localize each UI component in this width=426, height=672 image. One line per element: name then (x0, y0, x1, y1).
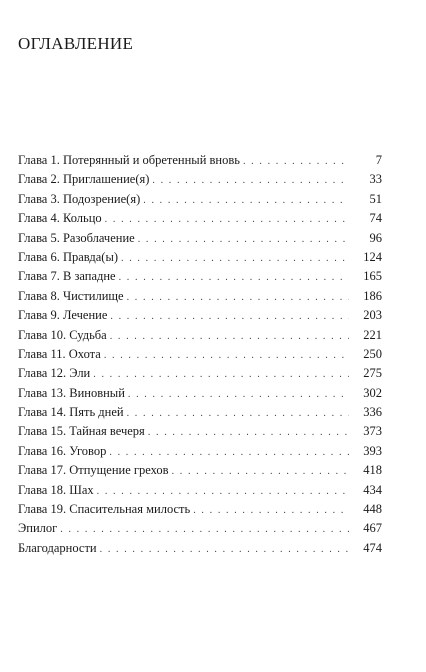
dot-leader (128, 385, 349, 404)
toc-entry-page: 221 (363, 327, 382, 342)
toc-entry (18, 500, 382, 519)
toc-entry-page: 96 (369, 230, 382, 245)
dot-leader (138, 230, 349, 249)
toc-entry-title: Глава 18. Шах (18, 482, 94, 497)
toc-entry (18, 539, 382, 558)
toc-entry (18, 190, 382, 209)
toc-entry-page: 203 (363, 308, 382, 323)
toc-entry (18, 519, 382, 538)
dot-leader (127, 404, 349, 423)
toc-entry-title: Глава 15. Тайная вечеря (18, 424, 145, 439)
dot-leader (119, 268, 349, 287)
toc-entry-title: Глава 8. Чистилище (18, 288, 124, 303)
dot-leader (152, 171, 349, 190)
toc-entry-page: 74 (369, 211, 382, 226)
toc-entry (18, 267, 382, 286)
toc-entry (18, 151, 382, 170)
toc-entry-page: 124 (363, 249, 382, 264)
toc-entry-title: Глава 3. Подозрение(я) (18, 191, 141, 206)
toc-entry-page: 165 (363, 269, 382, 284)
dot-leader (193, 501, 349, 520)
toc-entry-title: Глава 16. Уговор (18, 443, 107, 458)
toc-entry-title: Глава 19. Спасительная милость (18, 502, 191, 517)
dot-leader (105, 210, 349, 229)
page-title: ОГЛАВЛЕНИЕ (18, 34, 134, 53)
dot-leader (97, 482, 349, 501)
toc-entry-page: 7 (375, 153, 382, 167)
toc-entry (18, 403, 382, 422)
toc-entry-page: 373 (363, 424, 382, 439)
dot-leader (109, 443, 349, 462)
toc-entry (18, 326, 382, 345)
toc-entry (18, 229, 382, 248)
toc-entry (18, 384, 382, 403)
dot-leader (60, 520, 349, 539)
toc-entry-title: Глава 1. Потерянный и обретенный вновь (18, 153, 240, 167)
toc-entry-page: 250 (363, 346, 382, 361)
toc-entry (18, 345, 382, 364)
table-of-contents (18, 151, 382, 558)
dot-leader (110, 307, 349, 326)
toc-entry (18, 248, 382, 267)
toc-entry-page: 302 (363, 385, 382, 400)
toc-entry-title: Глава 12. Эли (18, 366, 91, 381)
toc-entry-page: 448 (363, 502, 382, 517)
dot-leader (104, 346, 349, 365)
dot-leader (121, 249, 349, 268)
toc-entry-title: Благодарности (18, 540, 97, 555)
toc-entry (18, 442, 382, 461)
toc-entry (18, 170, 382, 189)
toc-entry-title: Эпилог (18, 521, 58, 536)
dot-leader (148, 423, 349, 442)
toc-entry (18, 461, 382, 480)
dot-leader (143, 191, 349, 210)
dot-leader (243, 152, 349, 171)
toc-entry-page: 186 (363, 288, 382, 303)
dot-leader (100, 540, 349, 559)
toc-entry-page: 33 (369, 172, 382, 187)
toc-entry (18, 287, 382, 306)
toc-entry-title: Глава 9. Лечение (18, 308, 108, 323)
toc-entry-page: 434 (363, 482, 382, 497)
toc-entry-page: 418 (363, 463, 382, 478)
dot-leader (127, 288, 349, 307)
toc-entry (18, 422, 382, 441)
toc-entry (18, 364, 382, 383)
toc-entry-title: Глава 2. Приглашение(я) (18, 172, 150, 187)
toc-entry-title: Глава 11. Охота (18, 346, 101, 361)
toc-entry-page: 336 (363, 405, 382, 420)
toc-entry-title: Глава 17. Отпущение грехов (18, 463, 169, 478)
toc-entry-title: Глава 7. В западне (18, 269, 116, 284)
toc-entry (18, 306, 382, 325)
toc-entry-title: Глава 14. Пять дней (18, 405, 124, 420)
dot-leader (93, 365, 349, 384)
toc-entry-title: Глава 6. Правда(ы) (18, 249, 119, 264)
toc-entry (18, 481, 382, 500)
toc-entry-page: 275 (363, 366, 382, 381)
toc-entry-page: 51 (369, 191, 382, 206)
toc-entry-page: 474 (363, 540, 382, 555)
dot-leader (172, 462, 349, 481)
toc-entry-title: Глава 13. Виновный (18, 385, 125, 400)
toc-entry-page: 467 (363, 521, 382, 536)
toc-entry-title: Глава 4. Кольцо (18, 211, 102, 226)
dot-leader (110, 327, 349, 346)
toc-entry-title: Глава 10. Судьба (18, 327, 107, 342)
toc-entry-title: Глава 5. Разоблачение (18, 230, 135, 245)
toc-entry (18, 209, 382, 228)
toc-entry-page: 393 (363, 443, 382, 458)
